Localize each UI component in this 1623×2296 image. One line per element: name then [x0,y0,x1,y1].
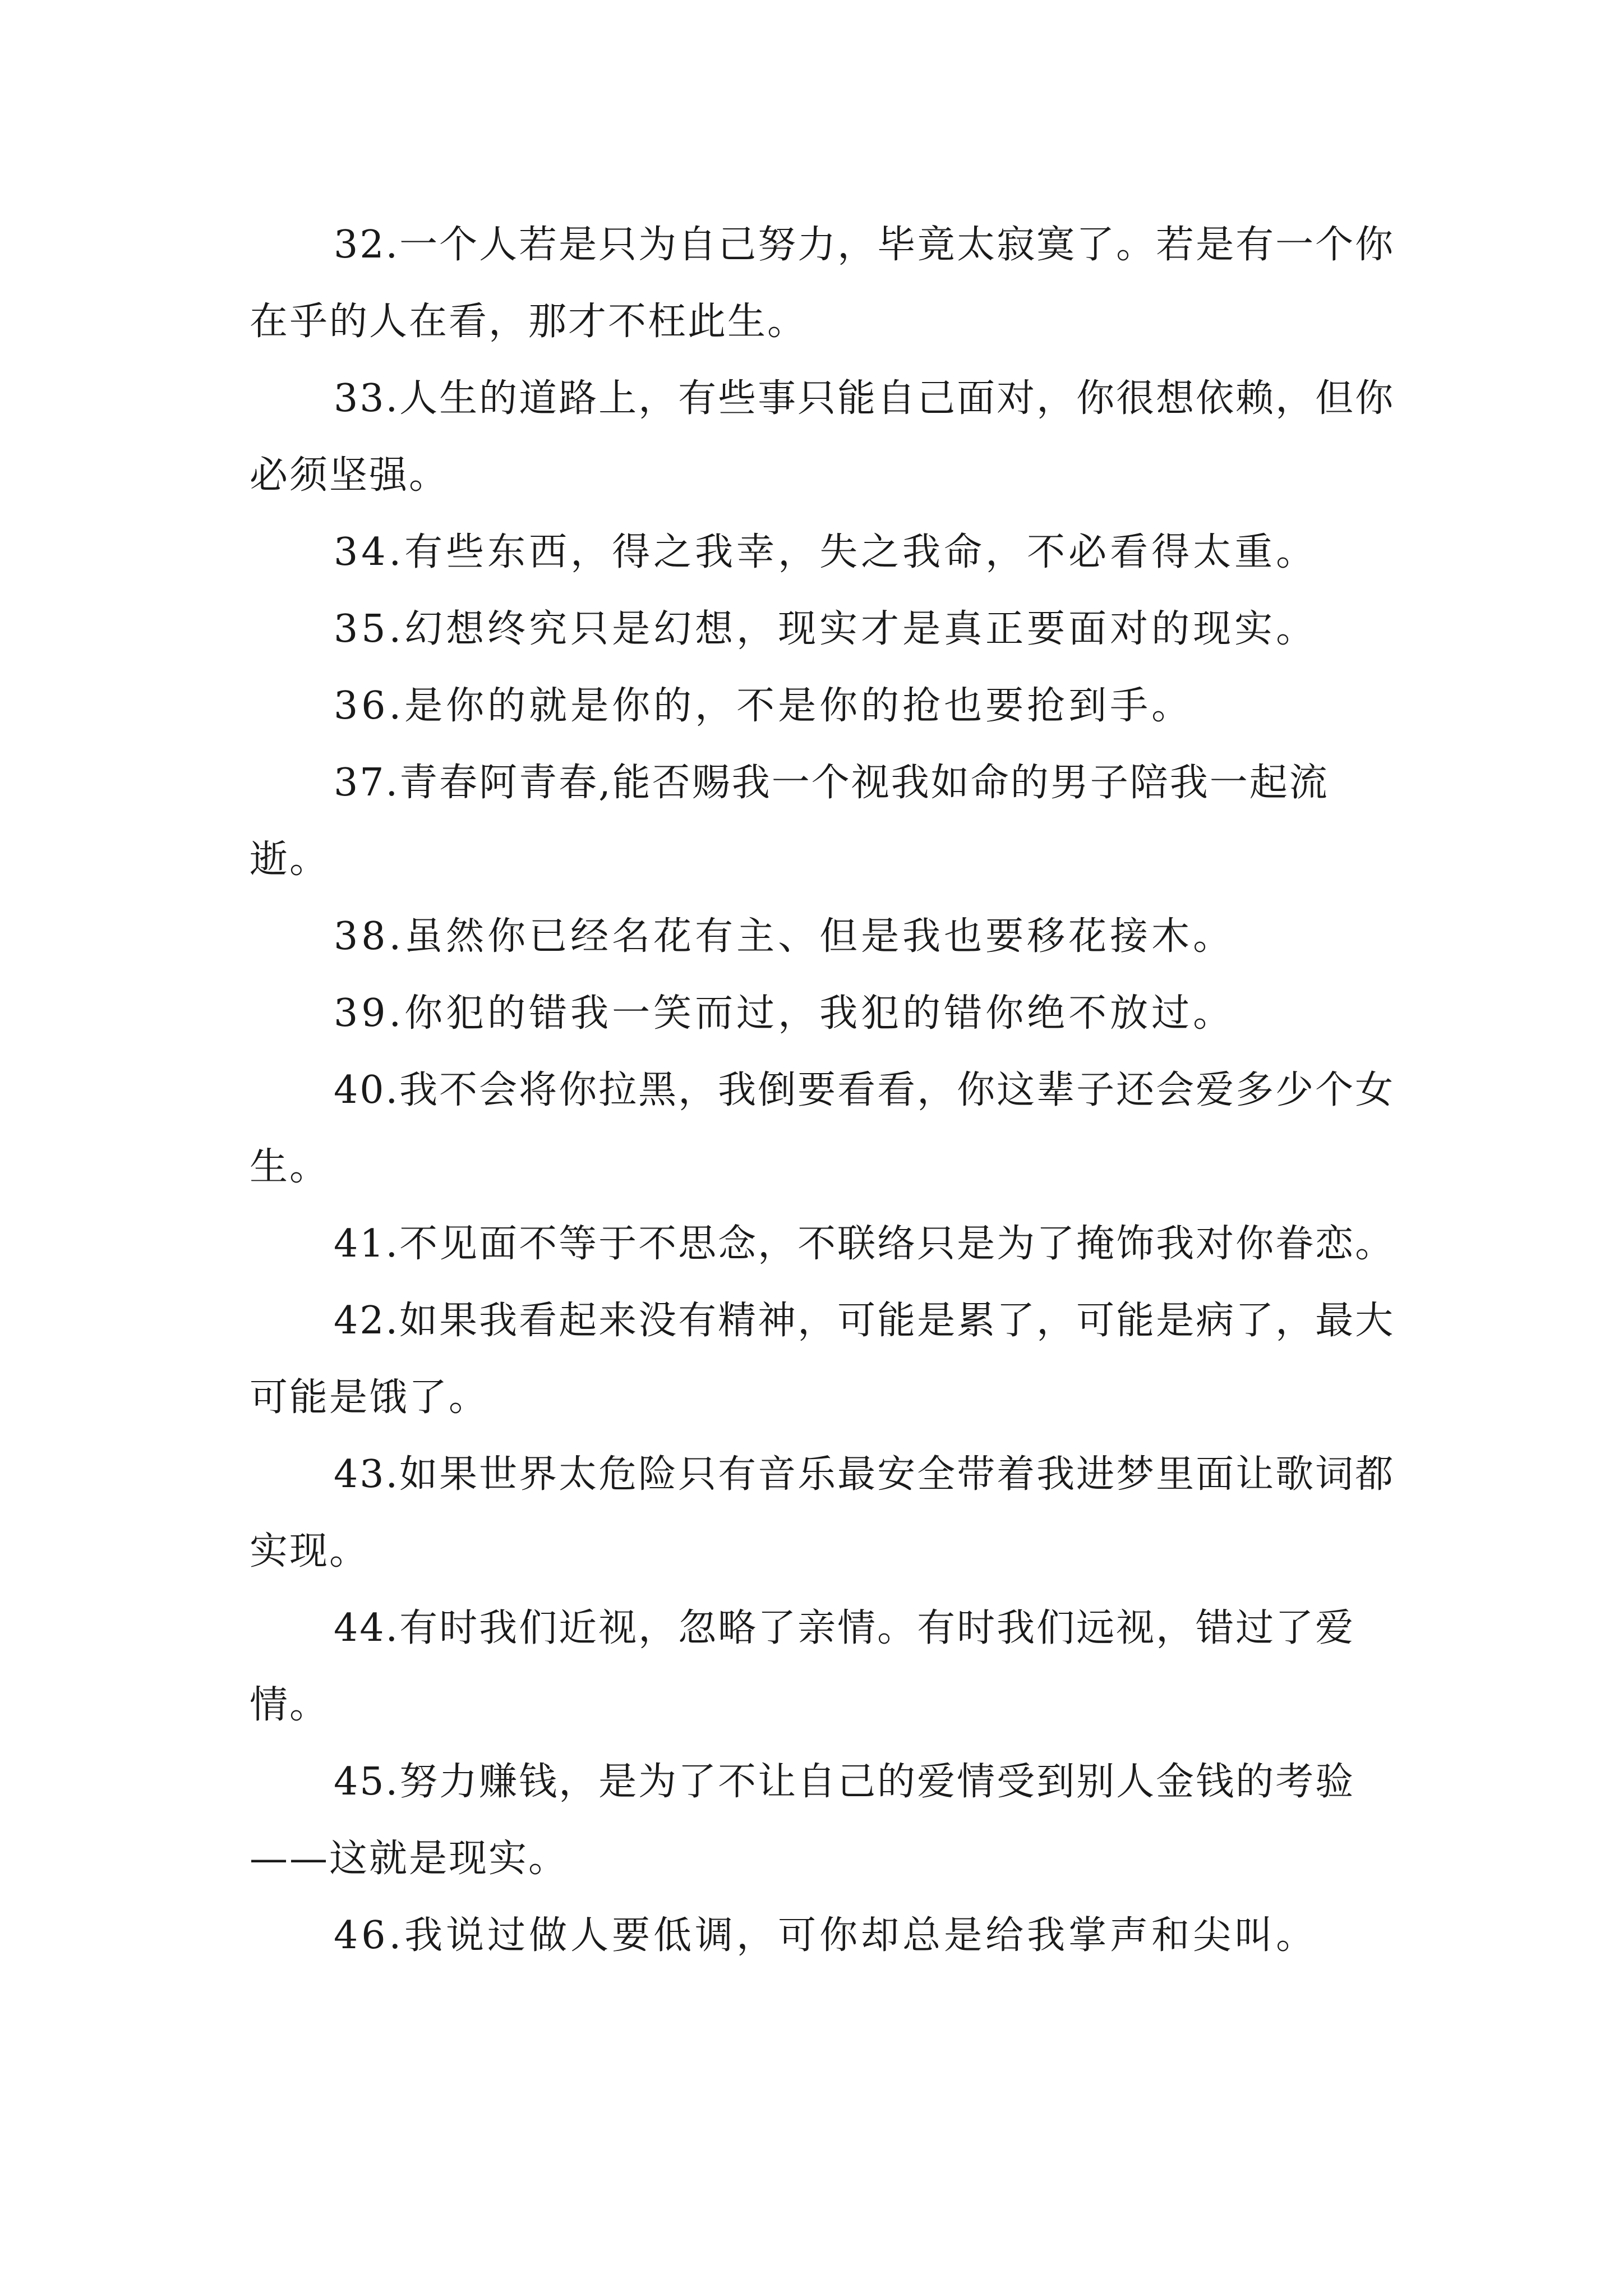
paragraph-45: 45.努力赚钱，是为了不让自己的爱情受到别人金钱的考验——这就是现实。 [250,1760,1355,1881]
paragraph-40: 40.我不会将你拉黑，我倒要看看，你这辈子还会爱多少个女生。 [250,1068,1395,1189]
paragraph-44: 44.有时我们近视，忽略了亲情。有时我们远视，错过了爱情。 [250,1606,1355,1727]
paragraph-36: 36.是你的就是你的，不是你的抢也要抢到手。 [334,684,1193,728]
paragraph-35: 35.幻想终究只是幻想，现实才是真正要面对的现实。 [334,607,1318,651]
paragraph-34: 34.有些东西，得之我幸，失之我命，不必看得太重。 [334,530,1318,574]
document-body [250,206,1405,1974]
paragraph-43: 43.如果世界太危险只有音乐最安全带着我进梦里面让歌词都实现。 [250,1452,1395,1573]
paragraph-33: 33.人生的道路上，有些事只能自己面对，你很想依赖，但你必须坚强。 [250,376,1395,498]
paragraph-37: 37.青春阿青春,能否赐我一个视我如命的男子陪我一起流逝。 [250,761,1329,882]
paragraph-39: 39.你犯的错我一笑而过，我犯的错你绝不放过。 [334,991,1235,1036]
paragraph-42: 42.如果我看起来没有精神，可能是累了，可能是病了，最大可能是饿了。 [250,1299,1395,1420]
paragraph-32: 32.一个人若是只为自己努力，毕竟太寂寞了。若是有一个你在乎的人在看，那才不枉此生。 [250,223,1395,344]
paragraph-46: 46.我说过做人要低调，可你却总是给我掌声和尖叫。 [334,1913,1318,1958]
paragraph-41: 41.不见面不等于不思念，不联络只是为了掩饰我对你眷恋。 [334,1222,1395,1266]
paragraph-38: 38.虽然你已经名花有主、但是我也要移花接木。 [334,914,1235,959]
